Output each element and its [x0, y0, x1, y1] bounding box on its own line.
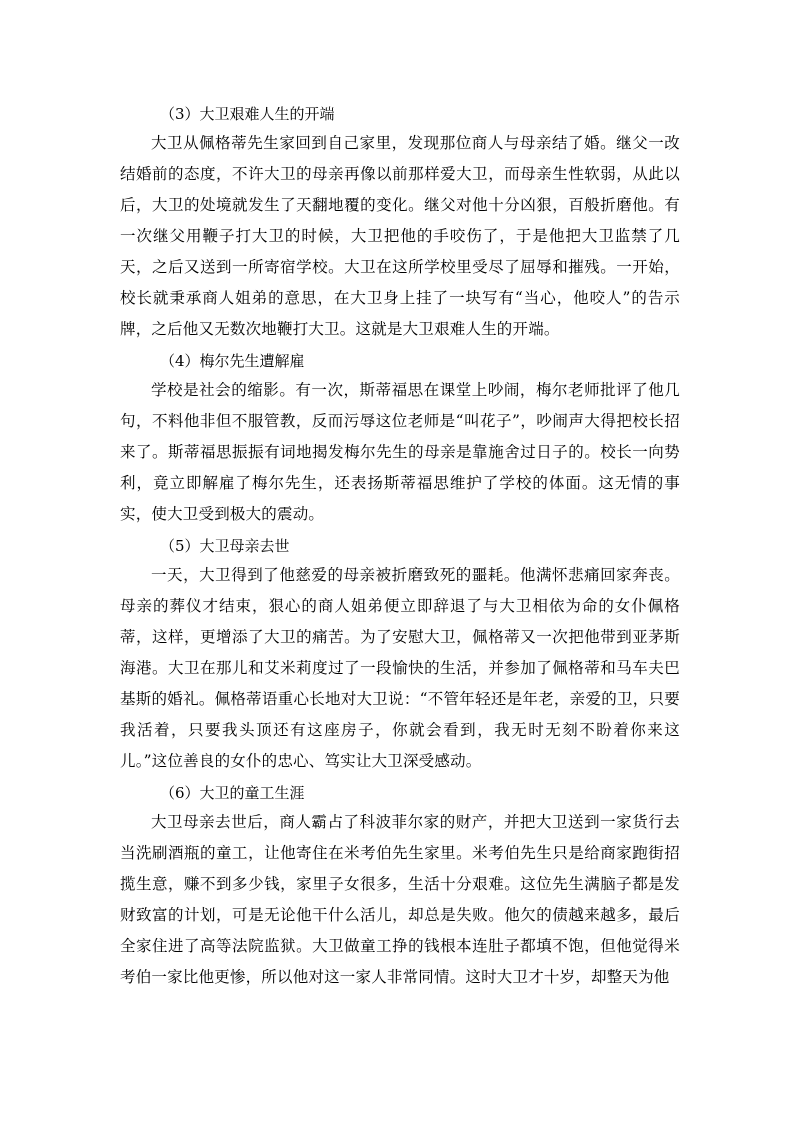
section-heading-4: （4）梅尔先生遭解雇	[160, 352, 305, 370]
section-paragraph-3: 大卫从佩格蒂先生家回到自己家里，发现那位商人与母亲结了婚。继父一改结婚前的态度，不许大卫的母亲再像以前那样爱大卫，而母亲生性软弱，从此以后，大卫的处境就发生了天翻地覆的变化。继父对他十分凶狠，百般折磨他。有一次继父用鞭子打大卫的时候，大卫把他的手咬伤了，于是他把大卫监禁了几天，之后又送到一所寄宿学校。大卫在这所学校里受尽了屈辱和摧残。一开始，校长就秉承商人姐弟的意思，在大卫身上挂了一块写有“当心，他咬人”的告示牌，之后他又无数次地鞭打大卫。这就是大卫艰难人生的开端。	[120, 134, 680, 338]
section-heading-3: （3）大卫艰难人生的开端	[160, 105, 335, 123]
section-heading-6: （6）大卫的童工生涯	[160, 784, 305, 802]
section-heading-5: （5）大卫母亲去世	[160, 537, 290, 555]
section-paragraph-4: 学校是社会的缩影。有一次，斯蒂福思在课堂上吵闹，梅尔老师批评了他几句，不料他非但不服管教，反而污辱这位老师是“叫花子”，吵闹声大得把校长招来了。斯蒂福思振振有词地揭发梅尔先生的母亲是靠施舍过日子的。校长一向势利，竟立即解雇了梅尔先生，还表扬斯蒂福思维护了学校的体面。这无情的事实，使大卫受到极大的震动。	[120, 381, 680, 523]
section-paragraph-5: 一天，大卫得到了他慈爱的母亲被折磨致死的噩耗。他满怀悲痛回家奔丧。母亲的葬仪才结束，狠心的商人姐弟便立即辞退了与大卫相依为命的女仆佩格蒂，这样，更增添了大卫的痛苦。为了安慰大卫，佩格蒂又一次把他带到亚茅斯海港。大卫在那儿和艾米莉度过了一段愉快的生活，并参加了佩格蒂和马车夫巴基斯的婚礼。佩格蒂语重心长地对大卫说：“不管年轻还是年老，亲爱的卫，只要我活着，只要我头顶还有这座房子，你就会看到，我无时无刻不盼着你来这儿。”这位善良的女仆的忠心、笃实让大卫深受感动。	[120, 566, 680, 770]
document-body	[120, 98, 680, 993]
section-paragraph-6: 大卫母亲去世后，商人霸占了科波菲尔家的财产，并把大卫送到一家货行去当洗刷酒瓶的童工，让他寄住在米考伯先生家里。米考伯先生只是给商家跑街招揽生意，赚不到多少钱，家里子女很多，生活十分艰难。这位先生满脑子都是发财致富的计划，可是无论他干什么活儿，却总是失败。他欠的债越来越多，最后全家住进了高等法院监狱。大卫做童工挣的钱根本连肚子都填不饱，但他觉得米考伯一家比他更惨，所以他对这一家人非常同情。这时大卫才十岁，却整天为他	[120, 813, 680, 986]
